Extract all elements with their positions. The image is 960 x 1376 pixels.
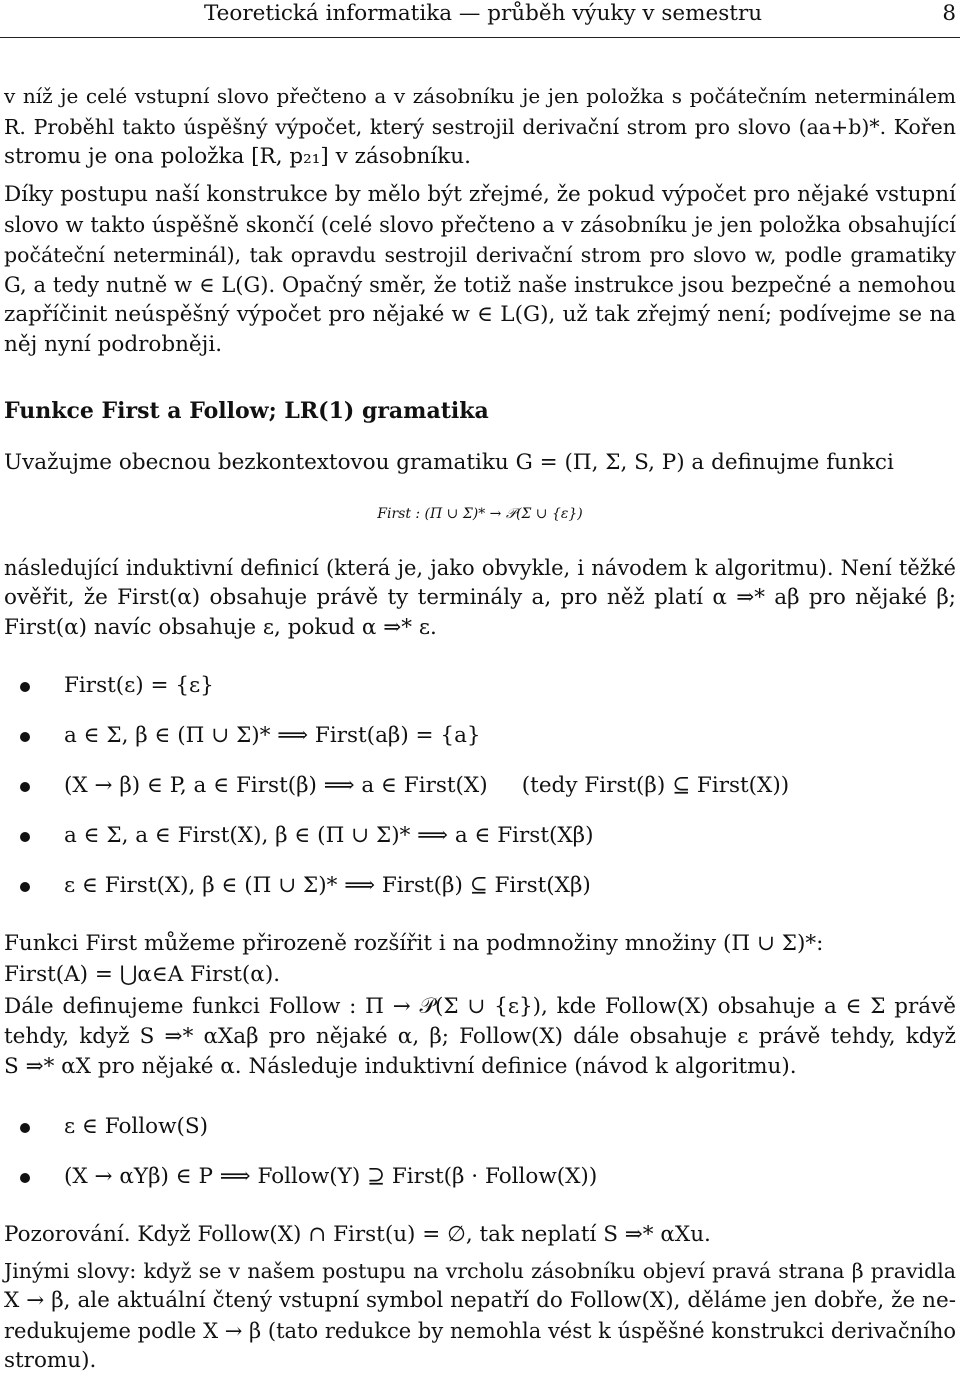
- bullet-icon: [20, 882, 30, 892]
- section-heading: Funkce First a Follow; LR(1) gramatika: [4, 398, 489, 424]
- text-line: stromu).: [4, 1348, 97, 1373]
- text-line: v níž je celé vstupní slovo přečteno a v zásobníku je jen položka s počátečním neterminálem: [4, 84, 956, 108]
- text-line: First(α) navíc obsahuje ε, pokud α ⇒* ε.: [4, 615, 437, 640]
- text-line: Dále definujeme funkci Follow : Π → 𝒫(Σ ∪ {ε}), kde Follow(X) obsahuje a ∈ Σ právě: [4, 994, 956, 1019]
- display-formula: First : (Π ∪ Σ)* → 𝒫(Σ ∪ {ε}): [377, 506, 583, 522]
- rule-text: a ∈ Σ, β ∈ (Π ∪ Σ)* ⟹ First(aβ) = {a}: [64, 723, 481, 748]
- bullet-icon: [20, 1173, 30, 1183]
- rule-text: a ∈ Σ, a ∈ First(X), β ∈ (Π ∪ Σ)* ⟹ a ∈ First(Xβ): [64, 823, 594, 848]
- text-line: počáteční neterminál), tak opravdu sestrojil derivační strom pro slovo w, podle gramatiky: [4, 243, 956, 267]
- rule-text: First(ε) = {ε}: [64, 673, 214, 698]
- text-line: slovo w takto úspěšně skončí (celé slovo přečteno a v zásobníku je jen položka obsahující: [4, 213, 956, 237]
- text-line: ověřit, že First(α) obsahuje právě ty terminály a, pro něž platí α ⇒* aβ pro nějaké β;: [4, 585, 956, 610]
- rule-text: (X → β) ∈ P, a ∈ First(β) ⟹ a ∈ First(X) (tedy First(β) ⊆ First(X)): [64, 773, 790, 798]
- text-line: redukujeme podle X → β (tato redukce by nemohla vést k úspěšné konstrukci derivačního: [4, 1319, 956, 1343]
- observation: Pozorování. Když Follow(X) ∩ First(u) = ∅, tak neplatí S ⇒* αXu.: [4, 1222, 711, 1247]
- bullet-icon: [20, 782, 30, 792]
- bullet-icon: [20, 732, 30, 742]
- text-line: R. Proběhl takto úspěšný výpočet, který sestrojil derivační strom pro slovo (aa+b)*. Kořen: [4, 115, 956, 139]
- text-line: tehdy, když S ⇒* αXaβ pro nějaké α, β; Follow(X) dále obsahuje ε právě tehdy, když: [4, 1024, 956, 1049]
- rule-text: ε ∈ Follow(S): [64, 1114, 209, 1139]
- bullet-icon: [20, 1123, 30, 1133]
- page-number: 8: [942, 1, 956, 26]
- page-header: [0, 0, 960, 30]
- rule-text: (X → αYβ) ∈ P ⟹ Follow(Y) ⊇ First(β · Follow(X)): [64, 1164, 598, 1189]
- running-title: Teoretická informatika — průběh výuky v semestru: [204, 1, 763, 26]
- text-line: následující induktivní definicí (která je, jako obvykle, i návodem k algoritmu). Není těžké: [4, 556, 956, 580]
- bullet-icon: [20, 832, 30, 842]
- text-line: Díky postupu naší konstrukce by mělo být zřejmé, že pokud výpočet pro nějaké vstupní: [4, 182, 956, 207]
- text-line: X → β, ale aktuální čtený vstupní symbol nepatří do Follow(X), děláme jen dobře, že ne-: [4, 1288, 956, 1313]
- text-line: stromu je ona položka [R, p₂₁] v zásobníku.: [4, 144, 471, 169]
- text-line: First(A) = ⋃α∈A First(α).: [4, 962, 281, 987]
- text-line: zapříčinit neúspěšný výpočet pro nějaké w ∈ L(G), už tak zřejmý není; podívejme se na: [4, 302, 956, 327]
- header-rule: [0, 37, 960, 38]
- paragraph-3: Uvažujme obecnou bezkontextovou gramatiku G = (Π, Σ, S, P) a definujme funkci: [4, 450, 894, 475]
- rule-text: ε ∈ First(X), β ∈ (Π ∪ Σ)* ⟹ First(β) ⊆ First(Xβ): [64, 873, 591, 898]
- text-line: něj nyní podrobněji.: [4, 332, 223, 357]
- text-line: Jinými slovy: když se v našem postupu na vrcholu zásobníku objeví pravá strana β pravidla: [4, 1259, 956, 1283]
- text-line: Funkci First můžeme přirozeně rozšířit i na podmnožiny množiny (Π ∪ Σ)*:: [4, 931, 824, 956]
- bullet-icon: [20, 682, 30, 692]
- text-line: S ⇒* αX pro nějaké α. Následuje induktivní definice (návod k algoritmu).: [4, 1054, 797, 1079]
- text-line: G, a tedy nutně w ∈ L(G). Opačný směr, že totiž naše instrukce jsou bezpečné a nemohou: [4, 273, 956, 297]
